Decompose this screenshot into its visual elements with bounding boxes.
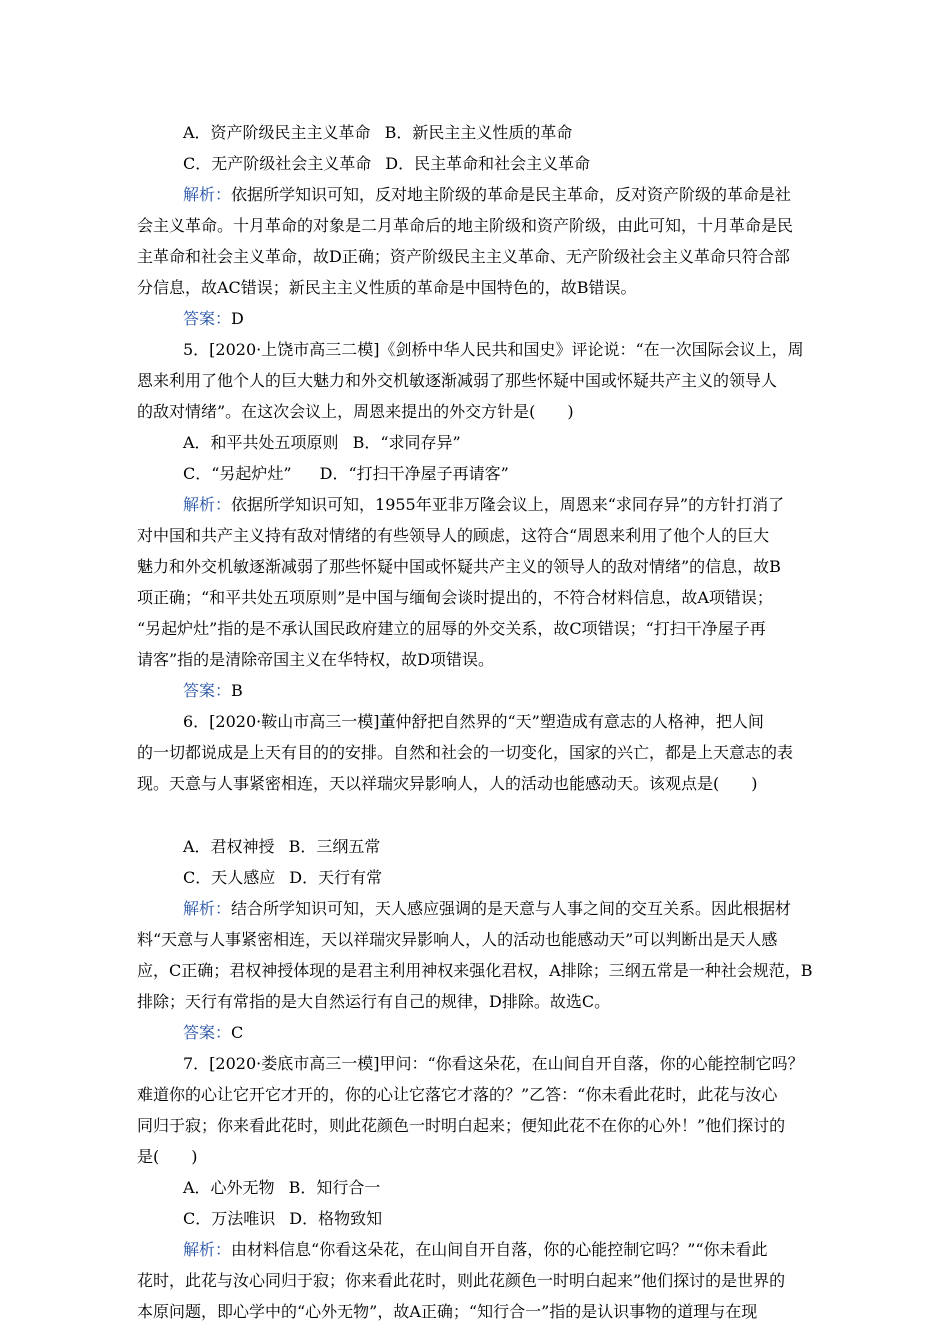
blank-gap [137,799,837,831]
q4-analysis-text: 依据所学知识可知，反对地主阶级的革命是民主革命，反对资产阶级的革命是社 [231,185,792,204]
q5-analysis-line: “另起炉灶”指的是不承认国民政府建立的屈辱的外交关系，故C项错误；“打扫干净屋子再 [137,619,766,638]
q6-answer [137,1017,837,1048]
q5-answer-value: B [231,681,243,700]
q5-stem-line: 的敌对情绪”。在这次会议上，周恩来提出的外交方针是( ) [137,402,574,421]
q6-analysis-line: 排除；天行有常指的是大自然运行有自己的规律，D排除。故选C。 [137,992,611,1011]
q6-stem-line: 6．[2020·鞍山市高三一模]董仲舒把自然界的“天”塑造成有意志的人格神，把人间 [183,712,764,731]
q4-option-c: C．无产阶级社会主义革命 [183,154,372,173]
q6-analysis-line: 应，C正确；君权神授体现的是君主利用神权来强化君权，A排除；三纲五常是一种社会规范，B [137,961,813,980]
q5-answer [137,675,837,706]
analysis-label: 解析： [183,1240,232,1259]
q7-stem-line: 是( ) [137,1147,198,1166]
q7-stem-line: 难道你的心让它开它才开的，你的心让它落它才落的？”乙答：“你未看此花时，此花与汝心 [137,1085,778,1104]
q4-analysis-line: 分信息，故AC错误；新民主主义性质的革命是中国特色的，故B错误。 [137,278,637,297]
q4-answer [137,303,837,334]
q6-analysis-line [137,893,837,924]
q4-options-cd [137,148,837,179]
q6-options-ab [137,831,837,862]
answer-label: 答案： [183,1023,232,1042]
q7-stem-line: 7．[2020·娄底市高三一模]甲问：“你看这朵花，在山间自开自落，你的心能控制它吗？ [183,1054,804,1073]
q4-option-b: B．新民主主义性质的革命 [384,123,573,142]
q7-options-cd [137,1203,837,1234]
q5-options-ab [137,427,837,458]
answer-label: 答案： [183,681,232,700]
q5-analysis-line: 项正确；“和平共处五项原则”是中国与缅甸会谈时提出的，不符合材料信息，故A项错误； [137,588,773,607]
q7-options-ab [137,1172,837,1203]
q4-option-a: A．资产阶级民主主义革命 [183,123,371,142]
analysis-label: 解析： [183,185,232,204]
q5-analysis-text: 依据所学知识可知，1955年亚非万隆会议上，周恩来“求同存异”的方针打消了 [231,495,785,514]
q6-option-b: B．三纲五常 [288,837,381,856]
q4-option-d: D．民主革命和社会主义革命 [385,154,591,173]
q4-analysis-line: 会主义革命。十月革命的对象是二月革命后的地主阶级和资产阶级，由此可知，十月革命是民 [137,216,794,235]
q6-answer-value: C [231,1023,244,1042]
q6-option-d: D．天行有常 [289,868,383,887]
q5-analysis-line: 对中国和共产主义持有敌对情绪的有些领导人的顾虑，这符合“周恩来利用了他个人的巨大 [137,526,770,545]
q4-options-ab [137,117,837,148]
q7-option-d: D．格物致知 [289,1209,383,1228]
q5-options-cd [137,458,837,489]
q6-option-a: A．君权神授 [183,837,275,856]
q6-analysis-text: 结合所学知识可知，天人感应强调的是天意与人事之间的交互关系。因此根据材 [231,899,792,918]
q5-option-b: B．“求同存异” [352,433,461,452]
q5-option-c: C．“另起炉灶” [183,464,292,483]
q6-options-cd [137,862,837,893]
q6-stem-line: 的一切都说成是上天有目的的安排。自然和社会的一切变化，国家的兴亡，都是上天意志的表 [137,743,794,762]
q5-option-a: A．和平共处五项原则 [183,433,339,452]
q5-stem-line: 恩来利用了他个人的巨大魅力和外交机敏逐渐减弱了那些怀疑中国或怀疑共产主义的领导人 [137,371,778,390]
q6-option-c: C．天人感应 [183,868,276,887]
q7-analysis-line: 花时，此花与汝心同归于寂；你来看此花时，则此花颜色一时明白起来”他们探讨的是世界的 [137,1271,786,1290]
analysis-label: 解析： [183,495,232,514]
q7-analysis-line: 本原问题，即心学中的“心外无物”，故A正确；“知行合一”指的是认识事物的道理与在现 [137,1302,758,1321]
q6-stem-line: 现。天意与人事紧密相连，天以祥瑞灾异影响人，人的活动也能感动天。该观点是( ) [137,774,758,793]
q5-option-d: D．“打扫干净屋子再请客” [319,464,509,483]
q4-analysis-line [137,179,837,210]
q7-option-a: A．心外无物 [183,1178,275,1197]
q7-stem-line: 同归于寂；你来看此花时，则此花颜色一时明白起来；便知此花不在你的心外！”他们探讨的 [137,1116,786,1135]
q7-option-c: C．万法唯识 [183,1209,276,1228]
q7-option-b: B．知行合一 [288,1178,381,1197]
answer-label: 答案： [183,309,232,328]
page-content [137,117,837,1327]
analysis-label: 解析： [183,899,232,918]
q5-stem-line: 5．[2020·上饶市高三二模]《剑桥中华人民共和国史》评论说：“在一次国际会议上，周 [183,340,804,359]
q5-analysis-line: 请客”指的是清除帝国主义在华特权，故D项错误。 [137,650,495,669]
q5-analysis-line: 魅力和外交机敏逐渐减弱了那些怀疑中国或怀疑共产主义的领导人的敌对情绪”的信息，故B [137,557,781,576]
q4-answer-value: D [231,309,244,328]
q7-analysis-line [137,1234,837,1265]
q4-analysis-line: 主革命和社会主义革命，故D正确；资产阶级民主主义革命、无产阶级社会主义革命只符合部 [137,247,790,266]
q5-analysis-line [137,489,837,520]
q6-analysis-line: 料“天意与人事紧密相连，天以祥瑞灾异影响人，人的活动也能感动天”可以判断出是天人感 [137,930,778,949]
q7-analysis-text: 由材料信息“你看这朵花，在山间自开自落，你的心能控制它吗？”“你未看此 [231,1240,768,1259]
